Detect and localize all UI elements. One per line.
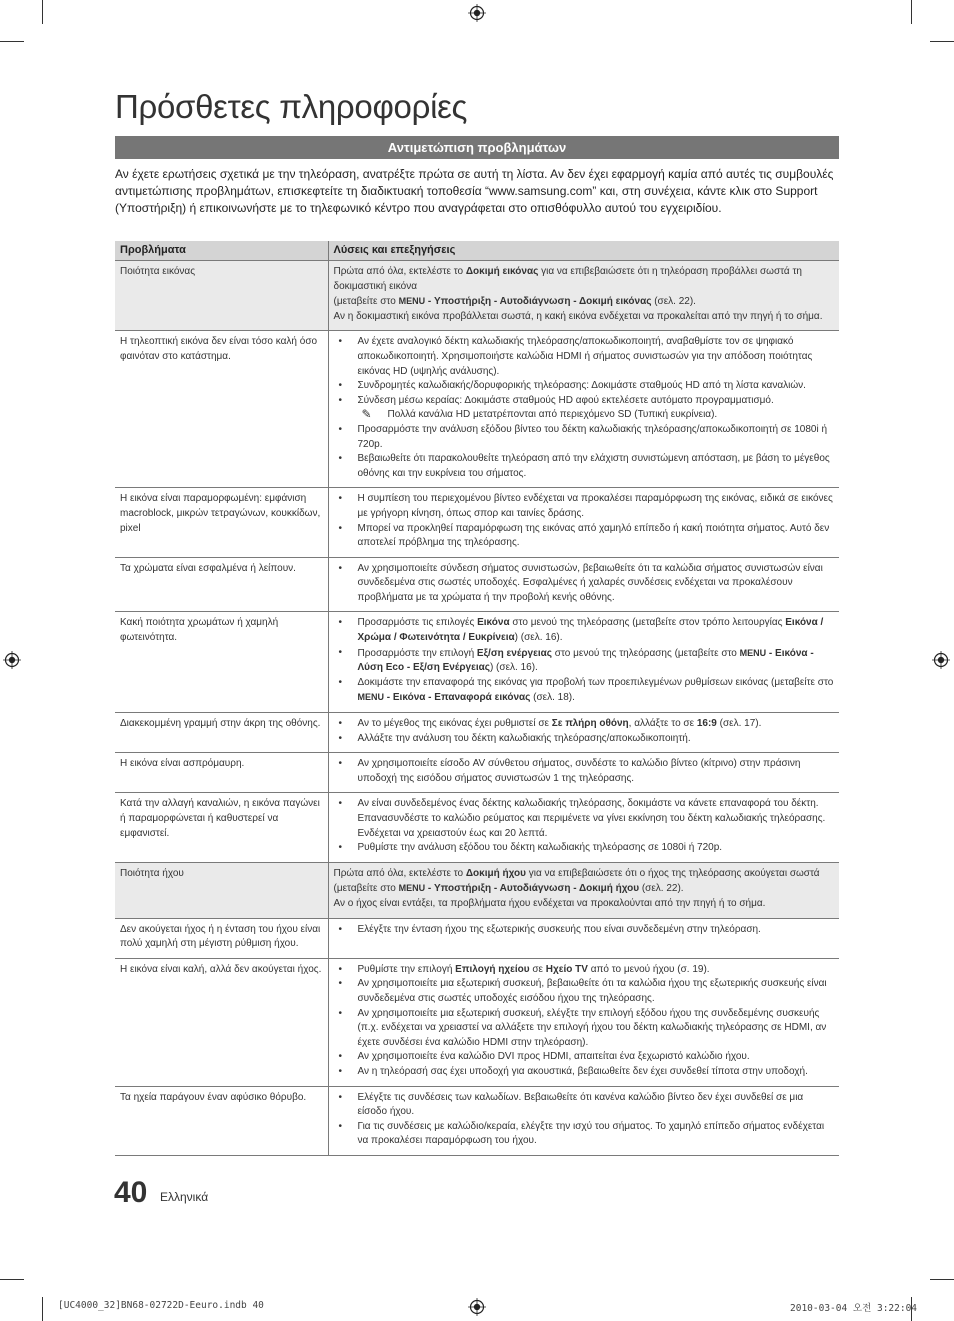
problem-cell: Κακή ποιότητα χρωμάτων ή χαμηλή φωτεινότητα. bbox=[115, 612, 328, 713]
solution-text: Αν ο ήχος είναι εντάξει, τα προβλήματα ήχου ενδέχεται να προκαλούνται από την πηγή ή το σήμα. bbox=[333, 897, 766, 909]
solution-cell bbox=[328, 331, 839, 488]
problem-cell: Δεν ακούγεται ήχος ή η ένταση του ήχου είναι πολύ χαμηλή στη μέγιστη ρύθμιση ήχου. bbox=[115, 918, 328, 958]
list-item: • Ελέγξτε την ένταση ήχου της εξωτερικής συσκευής που είναι συνδεδεμένη στην τηλεόραση. bbox=[334, 923, 835, 938]
registration-mark-icon bbox=[468, 4, 486, 22]
problem-cell: Διακεκομμένη γραμμή στην άκρη της οθόνης. bbox=[115, 713, 328, 753]
section-title: Αντιμετώπιση προβλημάτων bbox=[115, 136, 839, 159]
solution-text: (μεταβείτε στο MENU - Υποστήριξη - Αυτοδιάγνωση - Δοκιμή ήχου (σελ. 22). bbox=[333, 883, 684, 895]
list-item: • Αν η τηλεόρασή σας έχει υποδοχή για ακουστικά, βεβαιωθείτε δεν έχει συνδεθεί τίποτα στην υποδοχή. bbox=[334, 1065, 835, 1080]
crop-mark bbox=[42, 0, 43, 24]
list-item: • Βεβαιωθείτε ότι παρακολουθείτε τηλεόραση από την ελάχιστη συνιστώμενη απόσταση, με βάση το μέγεθος οθόνης και την ευκρίνεια του σήματος. bbox=[334, 452, 835, 481]
table-row bbox=[115, 488, 839, 557]
footer-file-info: [UC4000_32]BN68-02722D-Eeuro.indb 40 bbox=[58, 1300, 264, 1311]
solution-cell bbox=[328, 557, 839, 612]
crop-mark bbox=[930, 1279, 954, 1280]
list-item: • Ελέγξτε τις συνδέσεις των καλωδίων. Βεβαιωθείτε ότι κανένα καλώδιο βίντεο δεν έχει συνδεθεί σε μια είσοδο ήχου. bbox=[334, 1091, 835, 1120]
table-row bbox=[115, 331, 839, 488]
problem-cell: Τα ηχεία παράγουν έναν αφύσικο θόρυβο. bbox=[115, 1086, 328, 1155]
solution-cell bbox=[328, 488, 839, 557]
solution-cell bbox=[328, 862, 839, 918]
table-row bbox=[115, 557, 839, 612]
list-item: • Προσαρμόστε την επιλογή Εξ/ση ενέργειας στο μενού της τηλεόρασης (μεταβείτε στο MENU - Εικόνα - Λύση Eco - Εξ/ση Ενέργειας) (σελ. 16). bbox=[334, 646, 835, 676]
crop-mark bbox=[0, 1279, 24, 1280]
solution-text: Αν η δοκιμαστική εικόνα προβάλλεται σωστά, η κακή εικόνα ενδέχεται να προκαλείται από την πηγή ή το σήμα. bbox=[333, 310, 823, 322]
solution-text: (μεταβείτε στο MENU - Υποστήριξη - Αυτοδιάγνωση - Δοκιμή εικόνας (σελ. 22). bbox=[333, 296, 696, 308]
problem-cell: Η εικόνα είναι παραμορφωμένη: εμφάνιση macroblock, μικρών τετραγώνων, κουκκίδων, pixel bbox=[115, 488, 328, 557]
problem-cell: Η εικόνα είναι καλή, αλλά δεν ακούγεται ήχος. bbox=[115, 958, 328, 1086]
list-item: • Δοκιμάστε την επαναφορά της εικόνας για προβολή των προεπιλεγμένων ρυθμίσεων εικόνας (μεταβείτε στο MENU - Εικόνα - Επαναφορά εικόνας (σελ. 18). bbox=[334, 676, 835, 706]
solution-cell bbox=[328, 612, 839, 713]
solution-cell bbox=[328, 918, 839, 958]
troubleshooting-table bbox=[115, 241, 839, 1156]
list-item: • Αν έχετε αναλογικό δέκτη καλωδιακής τηλεόρασης/αποκωδικοποιητή, αναβαθμίστε τον σε ψηφιακό αποκωδικοποιητή. Χρησιμοποιήστε καλώδια HDMI ή σήματος συνιστωσών για την απόδοση ποιότητας εικόνας HD (υψηλής ανάλυσης). bbox=[334, 335, 835, 379]
footer-timestamp: 2010-03-04 오전 3:22:04 bbox=[790, 1303, 918, 1314]
registration-mark-icon bbox=[468, 1298, 486, 1316]
list-item: • Αν χρησιμοποιείτε σύνδεση σήματος συνιστωσών, βεβαιωθείτε ότι τα καλώδια σήματος συνιστωσών είναι συνδεδεμένα στις σωστές υποδοχές. Εσφαλμένες ή χαλαρές συνδέσεις ενδέχεται να προκαλέσουν προβλήματα με τα χρώματα ή την προβολή κενής οθόνης. bbox=[334, 562, 835, 606]
crop-mark bbox=[0, 41, 24, 42]
solution-cell bbox=[328, 713, 839, 753]
list-item: • Η συμπίεση του περιεχομένου βίντεο ενδέχεται να προκαλέσει παραμόρφωση της εικόνας, ειδικά σε εικόνες με γρήγορη κίνηση, όπως σπορ και ταινίες δράσης. bbox=[334, 492, 835, 521]
column-header-solutions: Λύσεις και επεξηγήσεις bbox=[328, 241, 839, 261]
solution-cell bbox=[328, 261, 839, 331]
list-item: • Αν είναι συνδεδεμένος ένας δέκτης καλωδιακής τηλεόρασης, δοκιμάστε να κάνετε επαναφορά του δέκτη. Επανασυνδέστε το καλώδιο ρεύματος και περιμένετε να γίνει εκκίνηση του δέκτη καλωδιακής τηλεόρασης. Ενδέχεται να χρειαστούν έως και 20 λεπτά. bbox=[334, 797, 835, 841]
note: ✎ Πολλά κανάλια HD μετατρέπονται από περιεχόμενο SD (Τυπική ευκρίνεια). bbox=[361, 407, 718, 422]
table-row bbox=[115, 612, 839, 713]
page-title: Πρόσθετες πληροφορίες bbox=[115, 88, 468, 125]
solution-text: Πρώτα από όλα, εκτελέστε το Δοκιμή ήχου για να επιβεβαιώσετε ότι ο ήχος της τηλεόρασης ακούγεται σωστά bbox=[333, 867, 820, 879]
table-row bbox=[115, 713, 839, 753]
list-item: • Ρυθμίστε την ανάλυση εξόδου του δέκτη καλωδιακής τηλεόρασης σε 1080i ή 720p. bbox=[334, 841, 835, 856]
list-item: • Συνδρομητές καλωδιακής/δορυφορικής τηλεόρασης: Δοκιμάστε σταθμούς HD από τη λίστα καναλιών. bbox=[334, 379, 835, 394]
table-row bbox=[115, 793, 839, 862]
solution-cell bbox=[328, 753, 839, 793]
list-item: • Σύνδεση μέσω κεραίας: Δοκιμάστε σταθμούς HD αφού εκτελέσετε αυτόματο προγραμματισμό. bbox=[334, 394, 835, 409]
table-header-row bbox=[115, 241, 839, 261]
table-row bbox=[115, 958, 839, 1086]
solution-cell bbox=[328, 793, 839, 862]
problem-cell: Η τηλεοπτική εικόνα δεν είναι τόσο καλή όσο φαινόταν στο κατάστημα. bbox=[115, 331, 328, 488]
list-item: • Αν το μέγεθος της εικόνας έχει ρυθμιστεί σε Σε πλήρη οθόνη, αλλάξτε το σε 16:9 (σελ. 17). bbox=[334, 717, 835, 732]
problem-cell: Τα χρώματα είναι εσφαλμένα ή λείπουν. bbox=[115, 557, 328, 612]
registration-mark-icon bbox=[3, 651, 21, 669]
solution-cell bbox=[328, 958, 839, 1086]
list-item: • Αν χρησιμοποιείτε ένα καλώδιο DVI προς HDMI, απαιτείται ένα ξεχωριστό καλώδιο ήχου. bbox=[334, 1050, 835, 1065]
table-row bbox=[115, 753, 839, 793]
column-header-problems: Προβλήματα bbox=[115, 241, 328, 261]
table-row bbox=[115, 1086, 839, 1155]
list-item: • Για τις συνδέσεις με καλώδιο/κεραία, ελέγξτε την ισχύ του σήματος. Το χαμηλό επίπεδο σήματος ενδέχεται να προκαλέσει παραμόρφωση του ήχου. bbox=[334, 1120, 835, 1149]
list-item: • Προσαρμόστε τις επιλογές Εικόνα στο μενού της τηλεόρασης (μεταβείτε στον τρόπο λειτουργίας Εικόνα / Χρώμα / Φωτεινότητα / Ευκρίνεια) (σελ. 16). bbox=[334, 616, 835, 645]
list-item: • Αν χρησιμοποιείτε μια εξωτερική συσκευή, βεβαιωθείτε ότι τα καλώδια ήχου της εξωτερικής συσκευής είναι συνδεδεμένα στις σωστές υποδοχές εισόδου ήχου της τηλεόρασης. bbox=[334, 977, 835, 1006]
crop-mark bbox=[911, 0, 912, 24]
page-number: 40 bbox=[114, 1176, 148, 1209]
problem-cell: Κατά την αλλαγή καναλιών, η εικόνα παγώνει ή παραμορφώνεται ή καθυστερεί να εμφανιστεί. bbox=[115, 793, 328, 862]
list-item: • Ρυθμίστε την επιλογή Επιλογή ηχείου σε Ηχείο TV από το μενού ήχου (σ. 19). bbox=[334, 963, 835, 978]
problem-cell: Ποιότητα εικόνας bbox=[115, 261, 328, 331]
crop-mark bbox=[42, 1297, 43, 1321]
solution-text: Πρώτα από όλα, εκτελέστε το Δοκιμή εικόνας για να επιβεβαιώσετε ότι η τηλεόραση προβάλλει σωστά τη δοκιμαστική εικόνα bbox=[333, 266, 802, 292]
crop-mark bbox=[930, 41, 954, 42]
list-item: • Αν χρησιμοποιείτε είσοδο AV σύνθετου σήματος, συνδέστε το καλώδιο βίντεο (κίτρινο) στην πράσινη υποδοχή της εισόδου σήματος συνιστωσών 1 της τηλεόρασης. bbox=[334, 757, 835, 786]
problem-cell: Η εικόνα είναι ασπρόμαυρη. bbox=[115, 753, 328, 793]
table-row bbox=[115, 918, 839, 958]
problem-cell: Ποιότητα ήχου bbox=[115, 862, 328, 918]
language-label: Ελληνικά bbox=[160, 1190, 209, 1204]
list-item: • Προσαρμόστε την ανάλυση εξόδου βίντεο του δέκτη καλωδιακής τηλεόρασης/αποκωδικοποιητή σε 1080i ή 720p. bbox=[334, 423, 835, 452]
pencil-note-icon: ✎ bbox=[361, 407, 372, 422]
list-item: • Αλλάξτε την ανάλυση του δέκτη καλωδιακής τηλεόρασης/αποκωδικοποιητή. bbox=[334, 732, 835, 747]
list-item: • Μπορεί να προκληθεί παραμόρφωση της εικόνας από χαμηλό επίπεδο ή κακή ποιότητα σήματος. Αυτό δεν αποτελεί πρόβλημα της τηλεόρασης. bbox=[334, 522, 835, 551]
registration-mark-icon bbox=[932, 651, 950, 669]
list-item: • Αν χρησιμοποιείτε μια εξωτερική συσκευή, ελέγξτε την επιλογή εξόδου ήχου της συνδεδεμένης συσκευής (π.χ. ενδέχεται να χρειαστεί να αλλάξετε την επιλογή ήχου του δέκτη καλωδιακής τηλεόρασης σε HDMI, αν έχετε συνδέσει ένα καλώδιο HDMI στην τηλεόραση). bbox=[334, 1007, 835, 1051]
table-row bbox=[115, 261, 839, 331]
solution-cell bbox=[328, 1086, 839, 1155]
intro-paragraph: Αν έχετε ερωτήσεις σχετικά με την τηλεόραση, ανατρέξτε πρώτα σε αυτή τη λίστα. Αν δεν έχει εφαρμογή καμία από αυτές τις συμβουλές αντιμετώπισης προβλημάτων, επισκεφτείτε τη διαδικτυακή τοποθεσία “www.samsung.com” και, στη συνέχεια, κάντε κλικ στο Support (Υποστήριξη) ή επικοινωνήστε με το τηλεφωνικό κέντρο που αναγράφεται στο οπισθόφυλλο αυτού του εγχειριδίου. bbox=[115, 167, 834, 215]
table-row bbox=[115, 862, 839, 918]
